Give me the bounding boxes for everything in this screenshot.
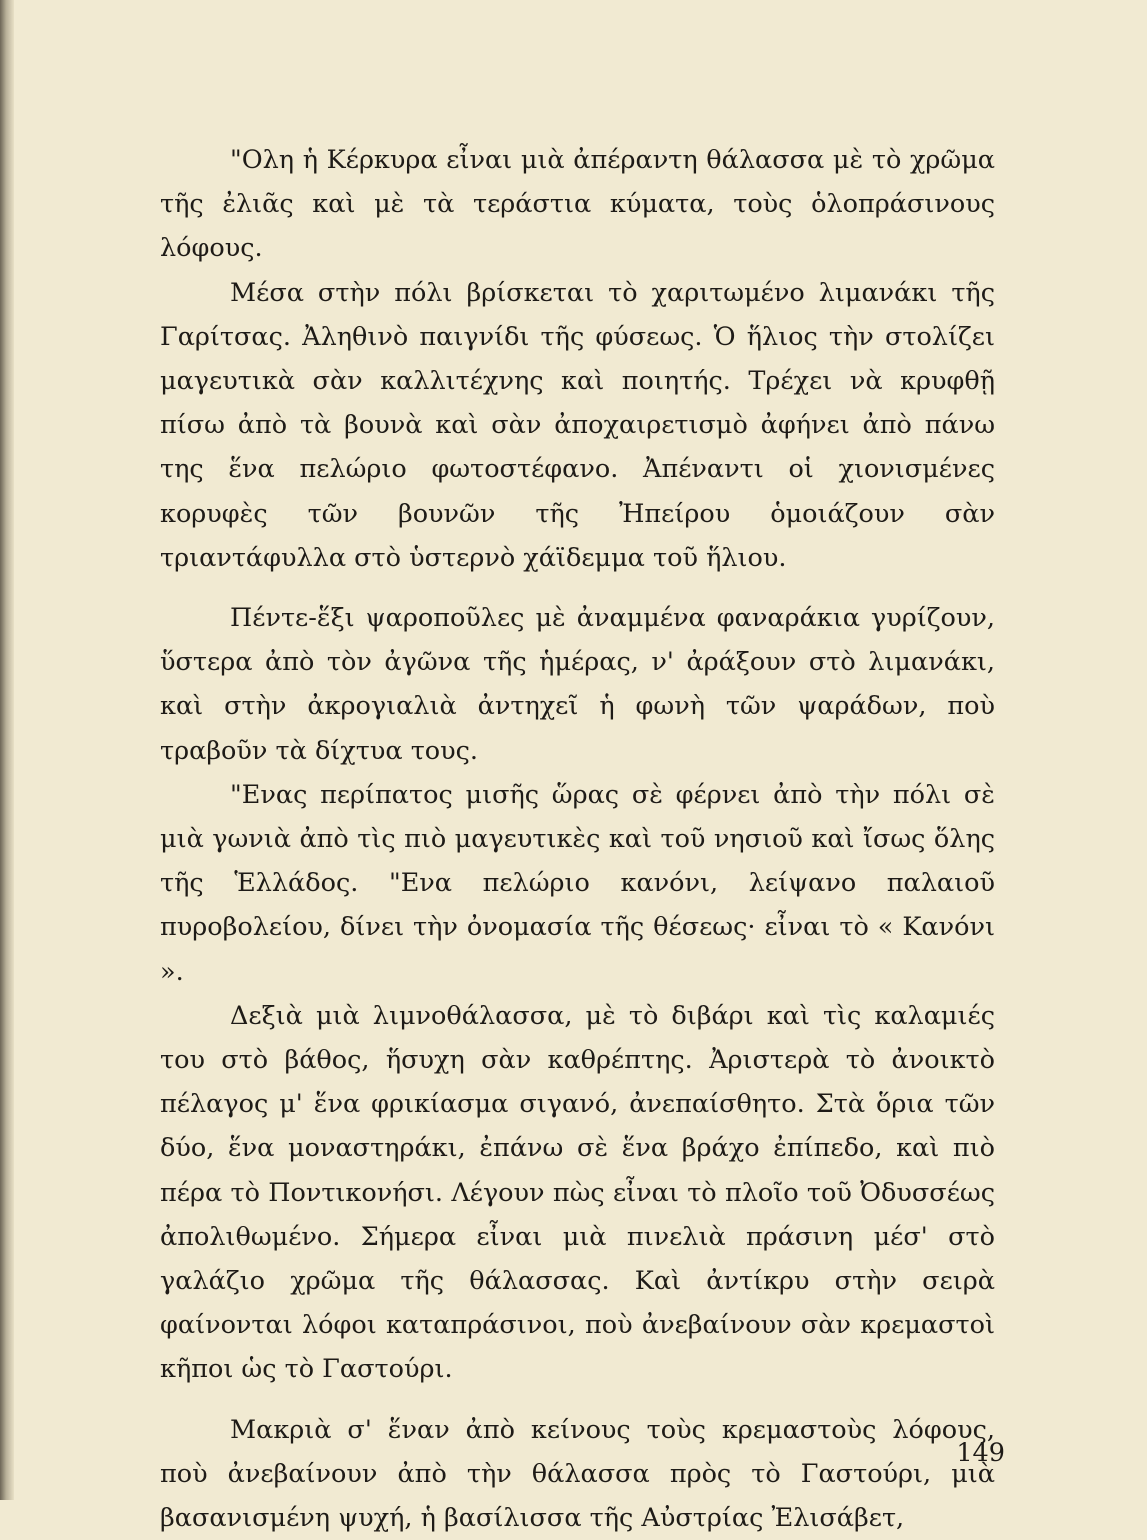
paragraph-2: Μέσα στὴν πόλι βρίσκεται τὸ χαριτωμένο λιμανάκι τῆς Γαρίτσας. Ἀληθινὸ παιγνίδι τῆς φύσεως. Ὁ ἥλιος τὴν στολίζει μαγευτικὰ σὰν καλλιτέχνης καὶ ποιητής. Τρέχει νὰ κρυφθῇ πίσω ἀπὸ τὰ βουνὰ καὶ σὰν ἀποχαιρετισμὸ ἀφήνει ἀπὸ πάνω της ἕνα πελώριο φωτοστέφανο. Ἀπέναντι οἱ χιονισμένες κορυφὲς τῶν βουνῶν τῆς Ἠπείρου ὁμοιάζουν σὰν τριαντάφυλλα στὸ ὑστερνὸ χάϊδεμμα τοῦ ἥλιου.	[160, 277, 995, 573]
page-number: 149	[956, 1438, 1005, 1468]
paragraph-1: "Ολη ἡ Κέρκυρα εἶναι μιὰ ἀπέραντη θάλασσα μὲ τὸ χρῶμα τῆς ἐλιᾶς καὶ μὲ τὰ τεράστια κύματα, τοὺς ὁλοπράσινους λόφους.	[160, 145, 995, 264]
binding-shadow	[0, 0, 14, 1500]
paragraph-3: Πέντε-ἕξι ψαροποῦλες μὲ ἀναμμένα φαναράκια γυρίζουν, ὕστερα ἀπὸ τὸν ἀγῶνα τῆς ἡμέρας, ν' ἀράξουν στὸ λιμανάκι, καὶ στὴν ἀκρογιαλιὰ ἀντηχεῖ ἡ φωνὴ τῶν ψαράδων, ποὺ τραβοῦν τὰ δίχτυα τους.	[160, 603, 995, 766]
paragraph-4: "Ενας περίπατος μισῆς ὥρας σὲ φέρνει ἀπὸ τὴν πόλι σὲ μιὰ γωνιὰ ἀπὸ τὶς πιὸ μαγευτικὲς καὶ τοῦ νησιοῦ καὶ ἴσως ὅλης τῆς Ἑλλάδος. "Ενα πελώριο κανόνι, λείψανο παλαιοῦ πυροβολείου, δίνει τὴν ὀνομασία τῆς θέσεως· εἶναι τὸ « Κανόνι ».	[160, 779, 995, 987]
paragraph-6: Μακριὰ σ' ἕναν ἀπὸ κείνους τοὺς κρεμαστοὺς λόφους, ποὺ ἀνεβαίνουν ἀπὸ τὴν θάλασσα πρὸς τὸ Γαστούρι, μιὰ βασανισμένη ψυχή, ἡ βασίλισσα τῆς Αὐστρίας Ἐλισάβετ,	[160, 1414, 995, 1534]
body-text	[160, 138, 995, 1540]
paragraph-5: Δεξιὰ μιὰ λιμνοθάλασσα, μὲ τὸ διβάρι καὶ τὶς καλαμιές του στὸ βάθος, ἥσυχη σὰν καθρέπτης. Ἀριστερὰ τὸ ἀνοικτὸ πέλαγος μ' ἕνα φρικίασμα σιγανό, ἀνεπαίσθητο. Στὰ ὅρια τῶν δύο, ἕνα μοναστηράκι, ἐπάνω σὲ ἕνα βράχο ἐπίπεδο, καὶ πιὸ πέρα τὸ Ποντικονήσι. Λέγουν πὼς εἶναι τὸ πλοῖο τοῦ Ὀδυσσέως ἀπολιθωμένο. Σήμερα εἶναι μιὰ πινελιὰ πράσινη μέσ' στὸ γαλάζιο χρῶμα τῆς θάλασσας. Καὶ ἀντίκρυ στὴν σειρὰ φαίνονται λόφοι καταπράσινοι, ποὺ ἀνεβαίνουν σὰν κρεμαστοὶ κῆποι ὡς τὸ Γαστούρι.	[160, 1000, 995, 1385]
